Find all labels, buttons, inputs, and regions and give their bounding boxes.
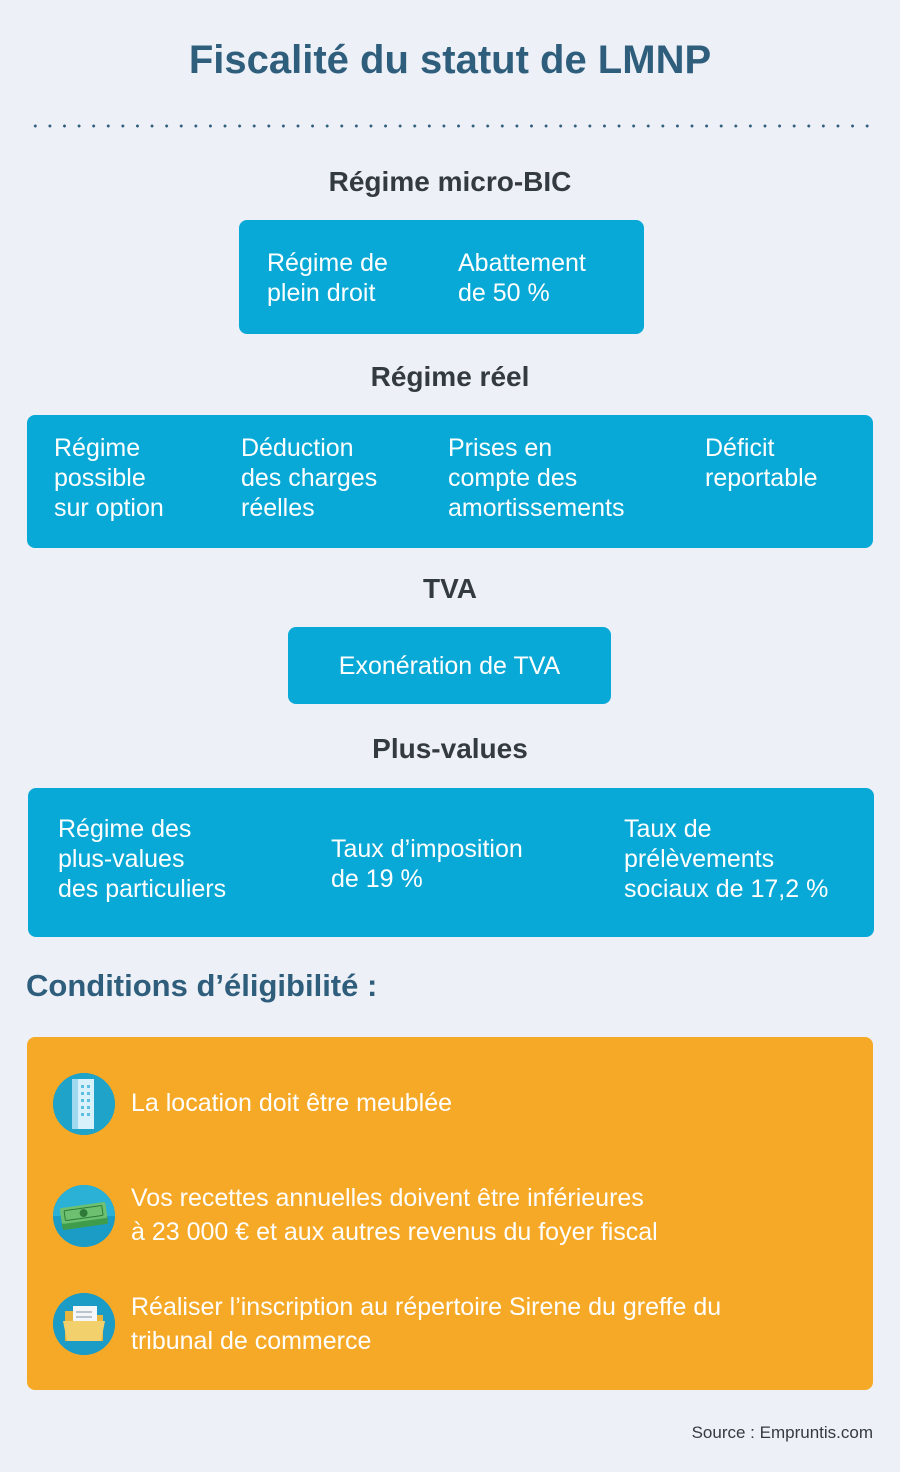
micro-bic-item: Abattement de 50 % <box>458 249 586 307</box>
condition-text: Vos recettes annuelles doivent être inférieures à 23 000 € et aux autres revenus du foyer fiscal <box>131 1184 658 1246</box>
plus-values-item: Régime des plus-values des particuliers <box>58 815 227 903</box>
tva-box <box>288 627 611 704</box>
dotted-divider <box>28 124 874 128</box>
plus-values-item: Taux d’imposition de 19 % <box>331 835 523 893</box>
regime-reel-box <box>27 415 873 548</box>
regime-reel-item: Régime possible sur option <box>54 434 164 522</box>
tva-heading: TVA <box>423 573 477 604</box>
source-credit: Source : Empruntis.com <box>691 1423 873 1442</box>
micro-bic-heading: Régime micro-BIC <box>328 166 572 197</box>
money-icon <box>53 1185 115 1247</box>
regime-reel-item: Déficit reportable <box>705 434 818 492</box>
building-icon <box>53 1073 115 1135</box>
condition-text: La location doit être meublée <box>131 1089 453 1117</box>
page-title: Fiscalité du statut de LMNP <box>188 38 712 82</box>
micro-bic-item: Régime de plein droit <box>267 249 388 307</box>
plus-values-item: Taux de prélèvements sociaux de 17,2 % <box>624 815 829 903</box>
conditions-box <box>27 1037 873 1390</box>
regime-reel-item: Déduction des charges réelles <box>241 434 378 522</box>
tva-item: Exonération de TVA <box>338 652 561 680</box>
regime-reel-heading: Régime réel <box>370 361 530 392</box>
folder-icon <box>53 1293 115 1355</box>
plus-values-box <box>28 788 874 937</box>
regime-reel-item: Prises en compte des amortissements <box>448 434 625 522</box>
conditions-heading: Conditions d’éligibilité : <box>26 968 378 1003</box>
plus-values-heading: Plus-values <box>372 733 528 764</box>
condition-text: Réaliser l’inscription au répertoire Sirene du greffe du tribunal de commerce <box>131 1293 722 1355</box>
micro-bic-box <box>239 220 644 334</box>
